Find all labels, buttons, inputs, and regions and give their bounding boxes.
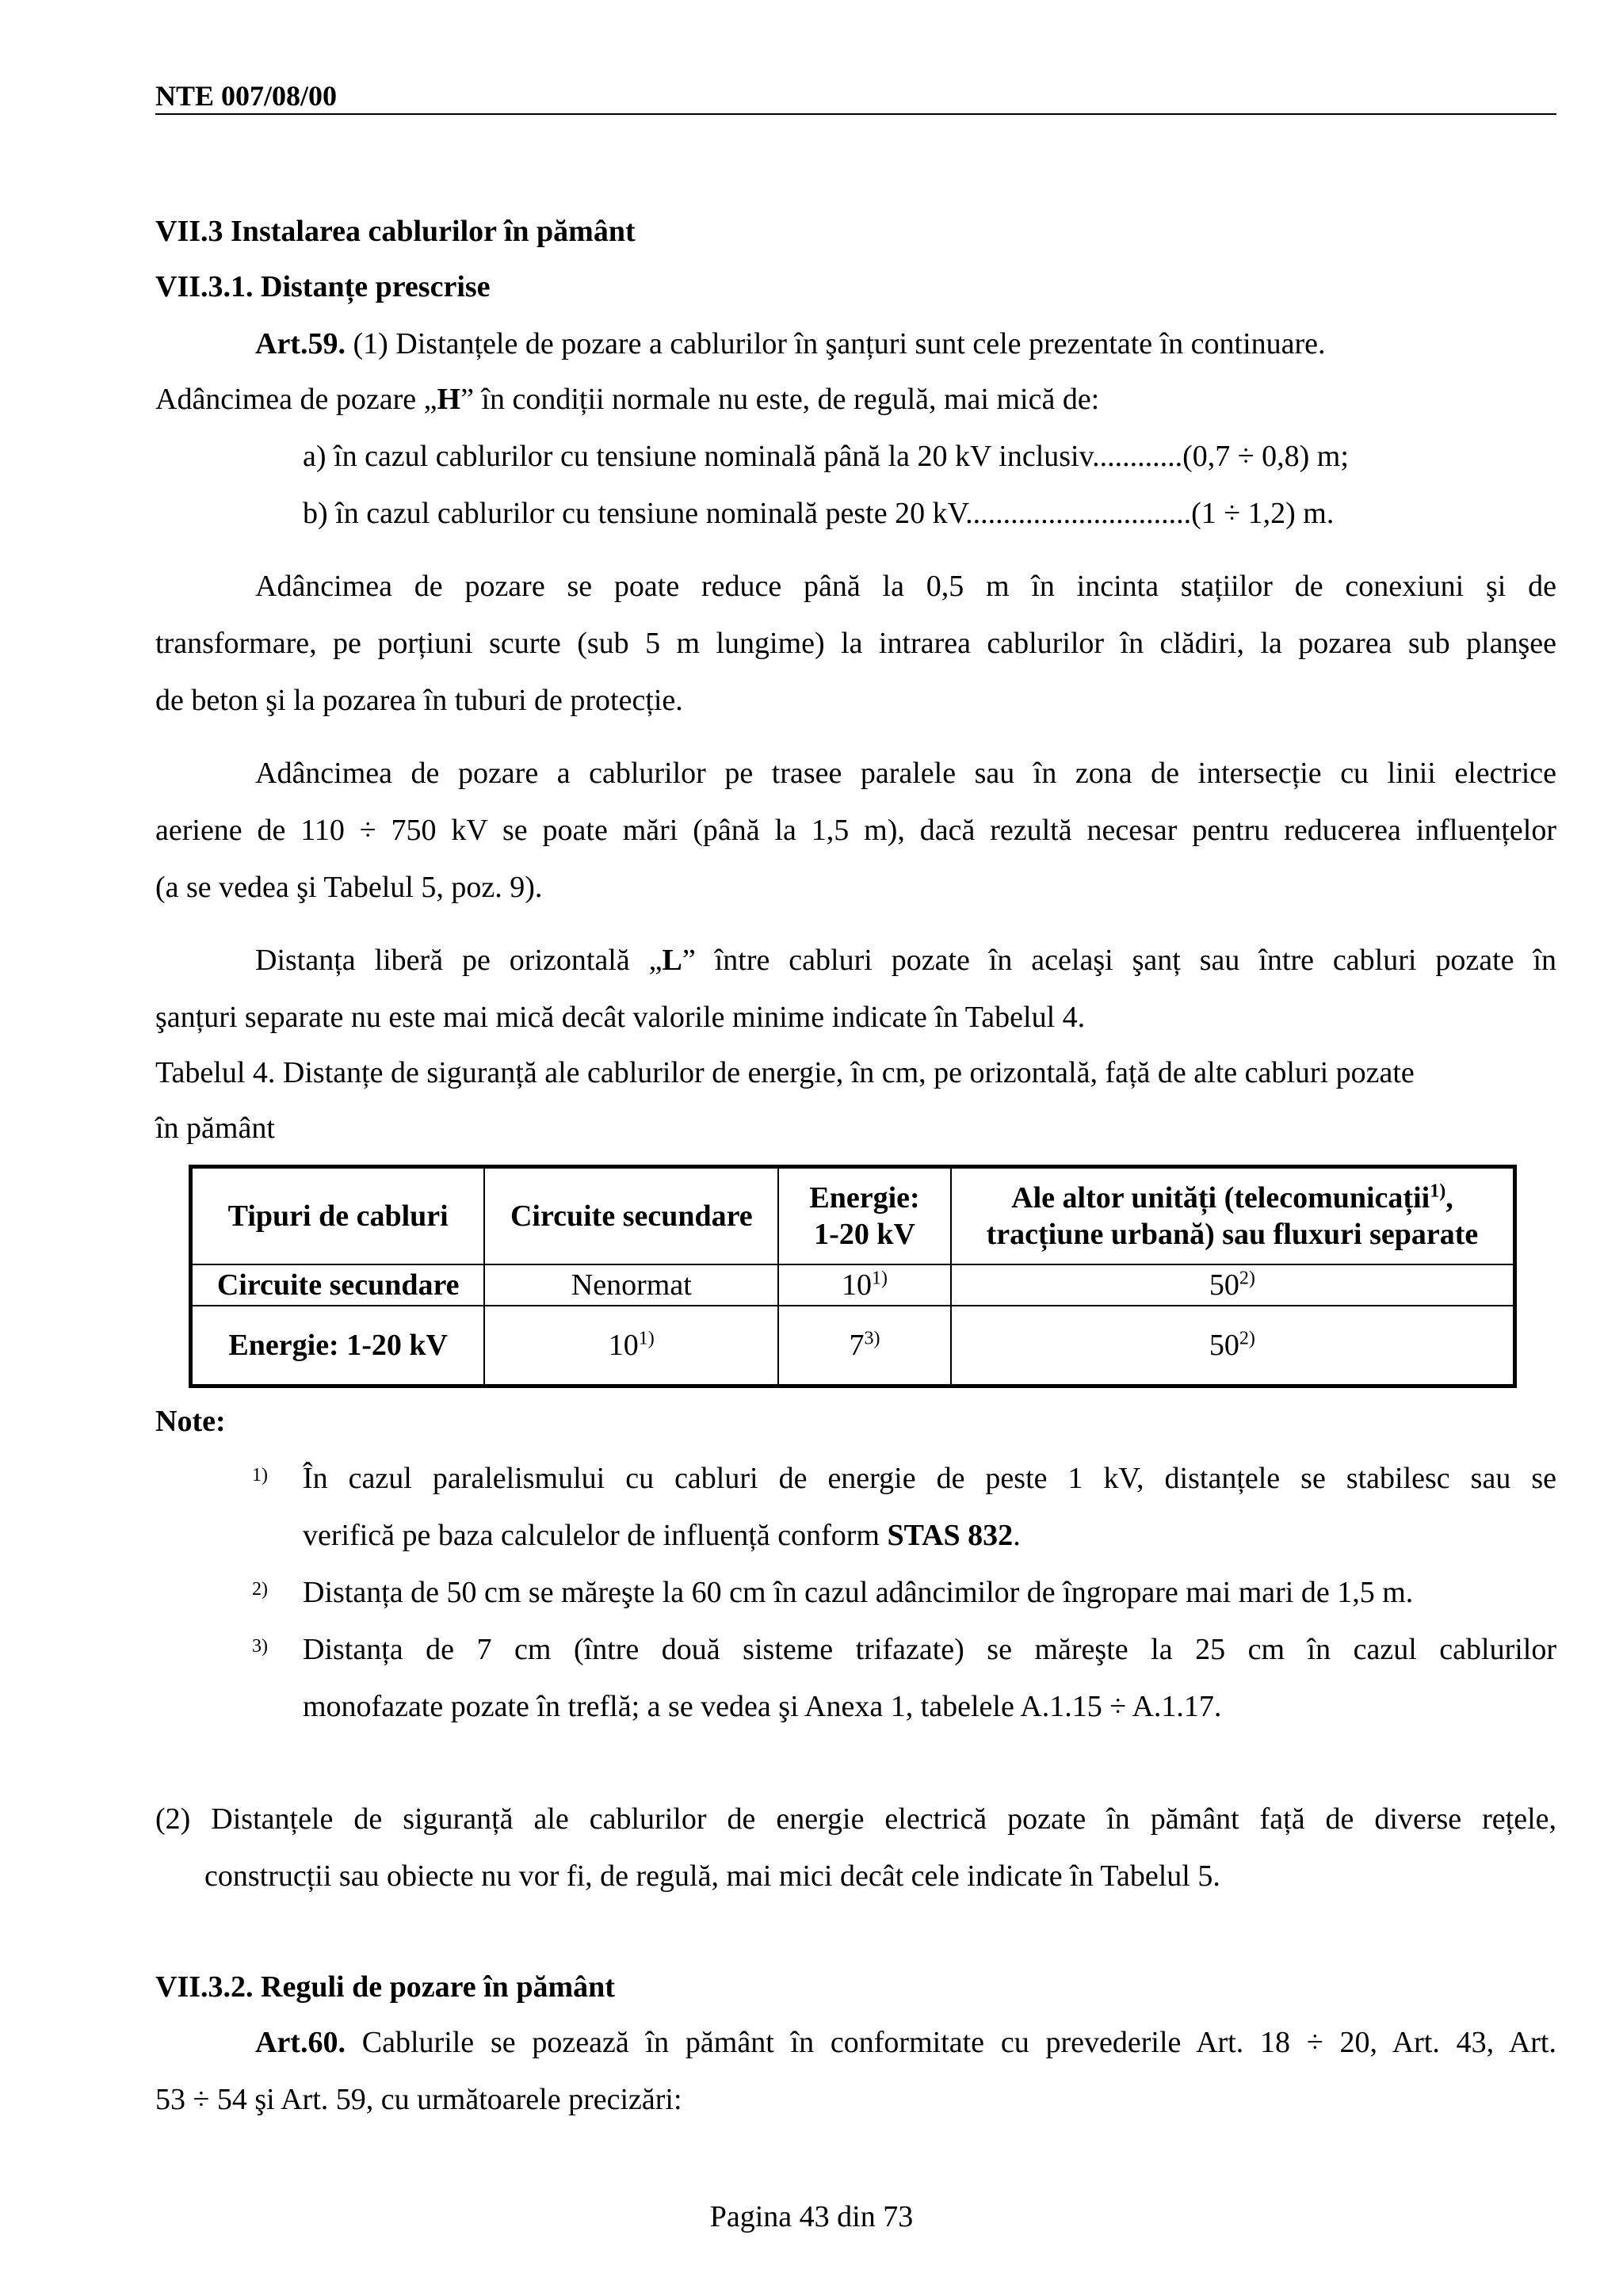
depth-item-a: a) în cazul cablurilor cu tensiune nominală până la 20 kV inclusiv............(0,7 ÷ 0,8) m; — [303, 440, 1349, 473]
row-label: Energie: 1-20 kV — [191, 1306, 485, 1386]
text: verifică pe baza calculelor de influență conform — [303, 1519, 888, 1552]
subsection-title: VII.3.1. Distanțe prescrise — [155, 270, 491, 303]
art59-paragraph-1 — [255, 325, 1326, 363]
art59-p1-text: (1) Distanțele de pozare a cablurilor în şanțuri sunt cele prezentate în continuare. — [345, 327, 1326, 360]
table4-caption-l1: Tabelul 4. Distanțe de siguranță ale cablurilor de energie, în cm, pe orizontală, față de alte cabluri pozate — [155, 1056, 1415, 1089]
cell-secondary — [484, 1264, 778, 1306]
page-number: Pagina 43 din 73 — [709, 2200, 914, 2233]
row-label: Circuite secundare — [191, 1264, 485, 1306]
note-1-mark: 1) — [252, 1465, 268, 1486]
cell-value: Nenormat — [571, 1268, 692, 1302]
cell-other — [951, 1264, 1515, 1306]
text: Adâncimea de pozare „ — [155, 383, 437, 416]
art59-label: Art.59. — [255, 327, 346, 360]
note-3-l1: Distanța de 7 cm (între două sisteme trifazate) se măreşte la 25 cm în cazul cablurilor — [303, 1633, 1556, 1666]
paragraph-increase-depth-l3: (a se vedea şi Tabelul 5, poz. 9). — [155, 871, 543, 904]
paragraph-horizontal-distance-l2: şanțuri separate nu este mai mică decât valorile minime indicate în Tabelul 4. — [155, 1001, 1086, 1034]
art60-l1 — [255, 2023, 1556, 2061]
art60-label: Art.60. — [255, 2026, 346, 2059]
section-title: VII.3 Instalarea cablurilor în pământ — [155, 215, 636, 248]
cell-secondary — [484, 1306, 778, 1386]
table4 — [189, 1165, 1517, 1388]
note-1-l2 — [303, 1516, 1021, 1554]
header-secondary-circuits: Circuite secundare — [484, 1167, 778, 1265]
text: ” în condiții normale nu este, de regulă, mai mică de: — [460, 383, 1100, 416]
header-energy — [778, 1167, 951, 1265]
table-header-row — [191, 1167, 1515, 1265]
footnote-ref: 1) — [638, 1328, 655, 1349]
depth-item-b: b) în cazul cablurilor cu tensiune nominală peste 20 kV..............................(1 ÷ 1,2) m. — [303, 497, 1335, 530]
cell-value: 50 — [1209, 1328, 1239, 1362]
cell-value: 7 — [849, 1328, 865, 1362]
note-2-l1: Distanța de 50 cm se măreşte la 60 cm în cazul adâncimilor de îngropare mai mari de 1,5 m. — [303, 1576, 1414, 1609]
text: . — [1013, 1519, 1021, 1552]
table4-caption-l2: în pământ — [155, 1112, 275, 1145]
paragraph-2-l1: (2) Distanțele de siguranță ale cablurilor de energie electrică pozate în pământ față de diverse rețele, — [155, 1802, 1556, 1836]
cell-value: 10 — [608, 1328, 639, 1362]
subsection-title-2: VII.3.2. Reguli de pozare în pământ — [155, 1970, 615, 2004]
cell-energy — [778, 1264, 951, 1306]
cell-other — [951, 1306, 1515, 1386]
header-energy-l2: 1-20 kV — [814, 1218, 915, 1251]
note-2-mark: 2) — [252, 1579, 268, 1600]
text: ” între cabluri pozate în acelaşi şanț sau între cabluri pozate în — [682, 944, 1556, 977]
symbol-h: H — [437, 383, 461, 416]
header-cable-types: Tipuri de cabluri — [191, 1167, 485, 1265]
footnote-ref: 3) — [864, 1328, 880, 1349]
stas-reference: STAS 832 — [887, 1519, 1014, 1552]
paragraph-reduce-depth-l1: Adâncimea de pozare se poate reduce până la 0,5 m în incinta stațiilor de conexiuni şi de — [255, 570, 1556, 603]
note-1-l1: În cazul paralelismului cu cabluri de energie de peste 1 kV, distanțele se stabilesc sau se — [303, 1462, 1556, 1495]
notes-title: Note: — [155, 1405, 226, 1438]
paragraph-2-l2: construcții sau obiecte nu vor fi, de regulă, mai mici decât cele indicate în Tabelul 5. — [204, 1859, 1220, 1893]
header-other-l1: Ale altor unități (telecomunicații — [1011, 1180, 1430, 1215]
cell-energy — [778, 1306, 951, 1386]
header-other-l2: tracțiune urbană) sau fluxuri separate — [986, 1218, 1479, 1251]
art59-paragraph-1-line2 — [155, 380, 1099, 418]
footnote-ref: 1) — [1430, 1180, 1446, 1201]
footnote-ref: 2) — [1239, 1328, 1255, 1349]
art60-l2: 53 ÷ 54 şi Art. 59, cu următoarele precizări: — [155, 2083, 682, 2116]
footnote-ref: 1) — [872, 1268, 888, 1289]
footnote-ref: 2) — [1239, 1268, 1255, 1289]
text: Distanța liberă pe orizontală „ — [255, 944, 663, 977]
paragraph-increase-depth-l1: Adâncimea de pozare a cablurilor pe trasee paralele sau în zona de intersecție cu linii electrice — [255, 757, 1556, 790]
cell-value: 50 — [1209, 1268, 1239, 1302]
paragraph-horizontal-distance-l1 — [255, 941, 1556, 979]
note-3-mark: 3) — [252, 1636, 268, 1657]
header-other-units — [951, 1167, 1515, 1265]
table-row — [191, 1306, 1515, 1386]
header-other-comma: , — [1445, 1180, 1453, 1215]
cell-value: 10 — [842, 1268, 873, 1302]
text: Cablurile se pozează în pământ în conformitate cu prevederile Art. 18 ÷ 20, Art. 43, Art. — [345, 2026, 1556, 2059]
document-code: NTE 007/08/00 — [155, 80, 338, 112]
paragraph-increase-depth-l2: aeriene de 110 ÷ 750 kV se poate mări (până la 1,5 m), dacă rezultă necesar pentru reducerea influențelor — [155, 814, 1556, 847]
table-row — [191, 1264, 1515, 1306]
paragraph-reduce-depth-l2: transformare, pe porțiuni scurte (sub 5 m lungime) la intrarea cablurilor în clădiri, la pozarea sub planşee — [155, 627, 1556, 660]
header-energy-l1: Energie: — [809, 1180, 920, 1215]
paragraph-reduce-depth-l3: de beton şi la pozarea în tuburi de protecție. — [155, 684, 683, 717]
header-rule — [155, 113, 1556, 115]
symbol-l: L — [662, 944, 682, 977]
note-3-l2: monofazate pozate în treflă; a se vedea şi Anexa 1, tabelele A.1.15 ÷ A.1.17. — [303, 1690, 1222, 1723]
